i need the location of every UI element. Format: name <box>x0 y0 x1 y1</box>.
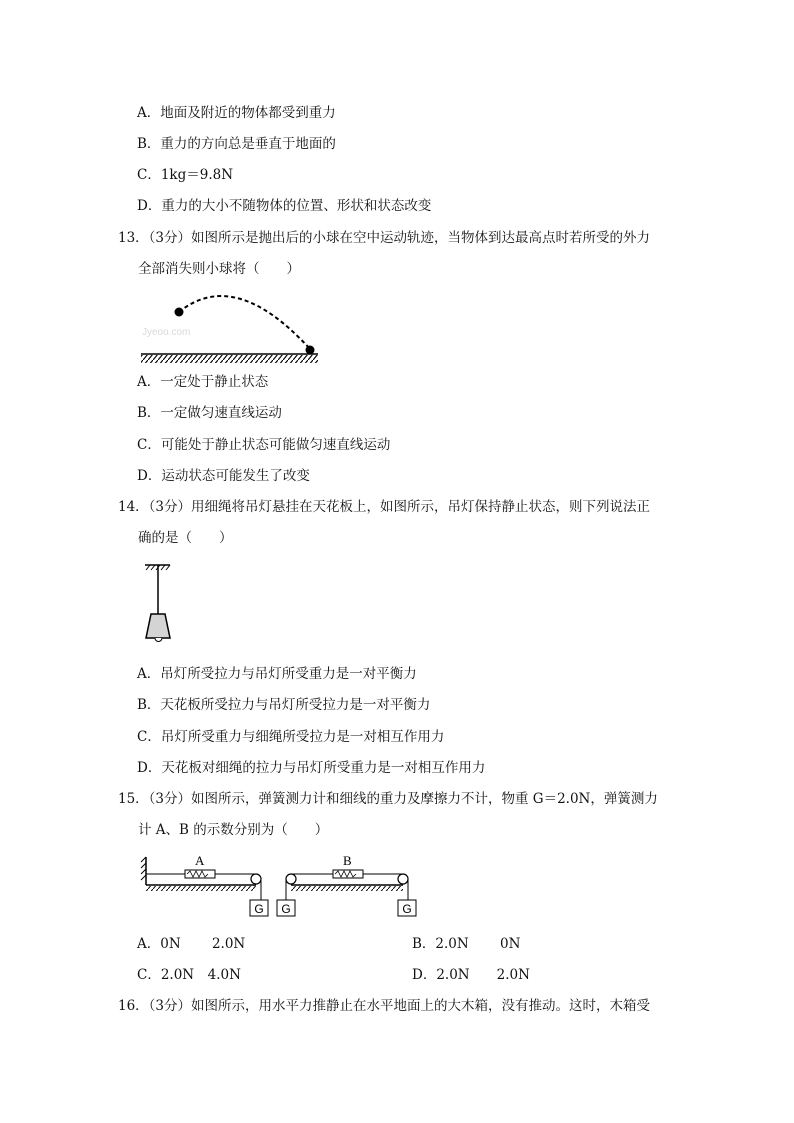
q15-spring-scale-figure <box>138 853 423 921</box>
right-pulley-right <box>398 874 408 884</box>
ball-end <box>306 346 315 355</box>
q13-option-b: B．一定做匀速直线运动 <box>137 405 282 421</box>
q12-option-b: B．重力的方向总是垂直于地面的 <box>137 136 336 152</box>
svg-text:G: G <box>402 902 412 916</box>
q16-stem-line1: 16．（3分）如图所示，用水平力推静止在水平地面上的大木箱，没有推动。这时，木箱受 <box>118 998 651 1014</box>
scale-b-label: B <box>343 853 352 868</box>
q13-trajectory-figure <box>138 282 323 372</box>
q13-option-d: D．运动状态可能发生了改变 <box>137 468 310 484</box>
q14-lamp-figure <box>138 562 188 650</box>
lamp-shade <box>146 614 170 638</box>
watermark: Jyeoo.com <box>142 327 191 338</box>
q14-option-d: D．天花板对细绳的拉力与吊灯所受重力是一对相互作用力 <box>137 760 486 776</box>
q15-stem-line2: 计 A、B 的示数分别为（ ） <box>138 822 329 838</box>
q13-option-c: C．可能处于静止状态可能做匀速直线运动 <box>137 437 391 453</box>
q12-option-d: D．重力的大小不随物体的位置、形状和状态改变 <box>137 198 432 214</box>
left-pulley <box>251 874 261 884</box>
ground-hatch <box>141 355 318 363</box>
q15-option-d: D．2.0N 2.0N <box>412 967 530 983</box>
trajectory-curve <box>179 296 310 349</box>
q15-stem-line1: 15．（3分）如图所示，弹簧测力计和细线的重力及摩擦力不计，物重 G＝2.0N，弹簧测力 <box>118 791 658 807</box>
q14-stem-line2: 确的是（ ） <box>138 530 233 546</box>
ball-start <box>175 308 184 317</box>
scale-a-label: A <box>195 853 205 868</box>
q12-option-a: A．地面及附近的物体都受到重力 <box>137 105 336 121</box>
q12-option-c: C．1kg＝9.8N <box>137 167 234 183</box>
q13-stem-line2: 全部消失则小球将（ ） <box>138 261 300 277</box>
q13-stem-line1: 13．（3分）如图所示是抛出后的小球在空中运动轨迹，当物体到达最高点时若所受的外力 <box>118 230 651 246</box>
right-setup <box>277 853 416 916</box>
left-setup <box>141 853 268 916</box>
q15-option-c: C．2.0N 4.0N <box>137 967 241 983</box>
lamp-bulb <box>155 638 162 642</box>
q15-option-b: B．2.0N 0N <box>412 936 521 952</box>
q14-stem-line1: 14．（3分）用细绳将吊灯悬挂在天花板上，如图所示，吊灯保持静止状态，则下列说法正 <box>118 499 651 515</box>
q14-option-b: B．天花板所受拉力与吊灯所受拉力是一对平衡力 <box>137 697 431 713</box>
q14-option-a: A．吊灯所受拉力与吊灯所受重力是一对平衡力 <box>137 666 417 682</box>
right-pulley-left <box>286 874 296 884</box>
q13-option-a: A．一定处于静止状态 <box>137 374 269 390</box>
q14-option-c: C．吊灯所受重力与细绳所受拉力是一对相互作用力 <box>137 729 445 745</box>
q15-option-a: A．0N 2.0N <box>137 936 246 952</box>
svg-text:G: G <box>281 902 291 916</box>
svg-text:G: G <box>254 902 264 916</box>
